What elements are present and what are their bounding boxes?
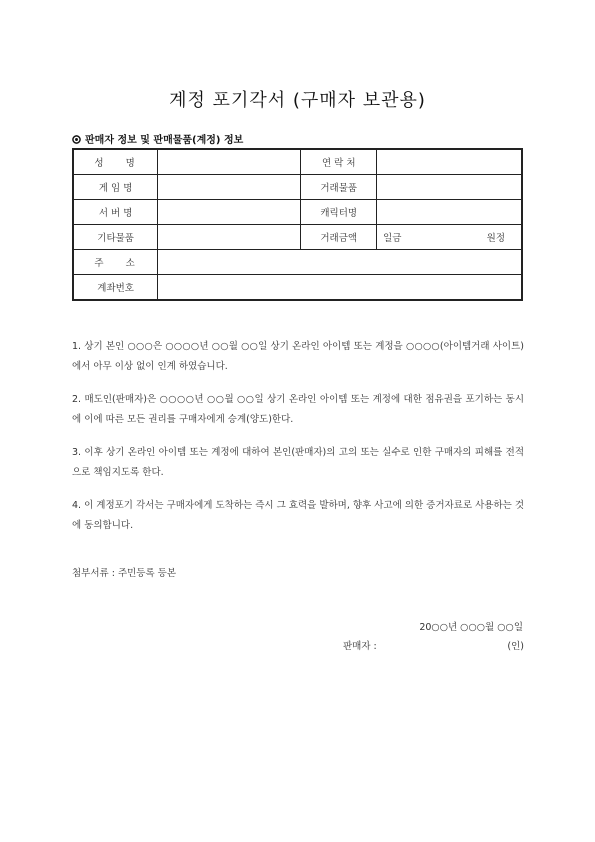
address-label: 주 소 (73, 250, 158, 275)
character-value[interactable] (377, 200, 522, 225)
table-row (73, 175, 522, 200)
character-label: 캐릭터명 (301, 200, 377, 225)
clause-4: 4. 이 계정포기 각서는 구매자에게 도착하는 즉시 그 효력을 발하며, 향후 사고에 의한 증거자료로 사용하는 것에 동의합니다. (72, 500, 524, 531)
circle-bullet-icon (72, 135, 81, 144)
amount-label: 거래금액 (301, 225, 377, 250)
document-title: 계정 포기각서 (구매자 보관용) (169, 90, 426, 111)
server-value[interactable] (158, 200, 301, 225)
server-label: 서 버 명 (73, 200, 158, 225)
section-heading (72, 131, 243, 146)
other-items-value[interactable] (158, 225, 301, 250)
contact-value[interactable] (377, 149, 522, 175)
table-row (73, 200, 522, 225)
signature-line (343, 638, 524, 652)
game-value[interactable] (158, 175, 301, 200)
amount-value[interactable] (377, 225, 522, 250)
amount-suffix: 원정 (486, 233, 505, 244)
attachment-note: 첨부서류 : 주민등록 등본 (72, 568, 177, 579)
name-value[interactable] (158, 149, 301, 175)
name-label: 성 명 (73, 149, 158, 175)
seller-label: 판매자 : (343, 641, 377, 652)
clause-3: 3. 이후 상기 온라인 아이템 또는 계정에 대하여 본인(판매자)의 고의 또는 실수로 인한 구매자의 피해를 전적으로 책임지도록 한다. (72, 447, 524, 478)
date-line: 20○○년 ○○○월 ○○일 (419, 622, 523, 633)
seal-label: (인) (507, 641, 524, 652)
account-label: 계좌번호 (73, 275, 158, 301)
other-items-label: 기타물품 (73, 225, 158, 250)
item-value[interactable] (377, 175, 522, 200)
account-value[interactable] (158, 275, 522, 301)
section-heading-text: 판매자 정보 및 판매물품(계정) 정보 (85, 135, 244, 146)
table-row (73, 250, 522, 275)
address-value[interactable] (158, 250, 522, 275)
amount-prefix: 일금 (383, 233, 402, 244)
game-label: 게 임 명 (73, 175, 158, 200)
clause-1: 1. 상기 본인 ○○○은 ○○○○년 ○○월 ○○일 상기 온라인 아이템 또는 계정을 ○○○○(아이템거래 사이트) 에서 아무 이상 없이 인계 하였습니다. (72, 341, 524, 372)
contact-label: 연 락 처 (301, 149, 377, 175)
table-row (73, 275, 522, 301)
table-row (73, 225, 522, 250)
seller-info-table (72, 148, 523, 301)
clauses (72, 337, 524, 549)
clause-2: 2. 매도인(판매자)은 ○○○○년 ○○월 ○○일 상기 온라인 아이템 또는 계정에 대한 점유권을 포기하는 동시에 이에 따른 모든 권리를 구매자에게 승계(양도)한다. (72, 394, 524, 425)
item-label: 거래물품 (301, 175, 377, 200)
table-row (73, 149, 522, 175)
